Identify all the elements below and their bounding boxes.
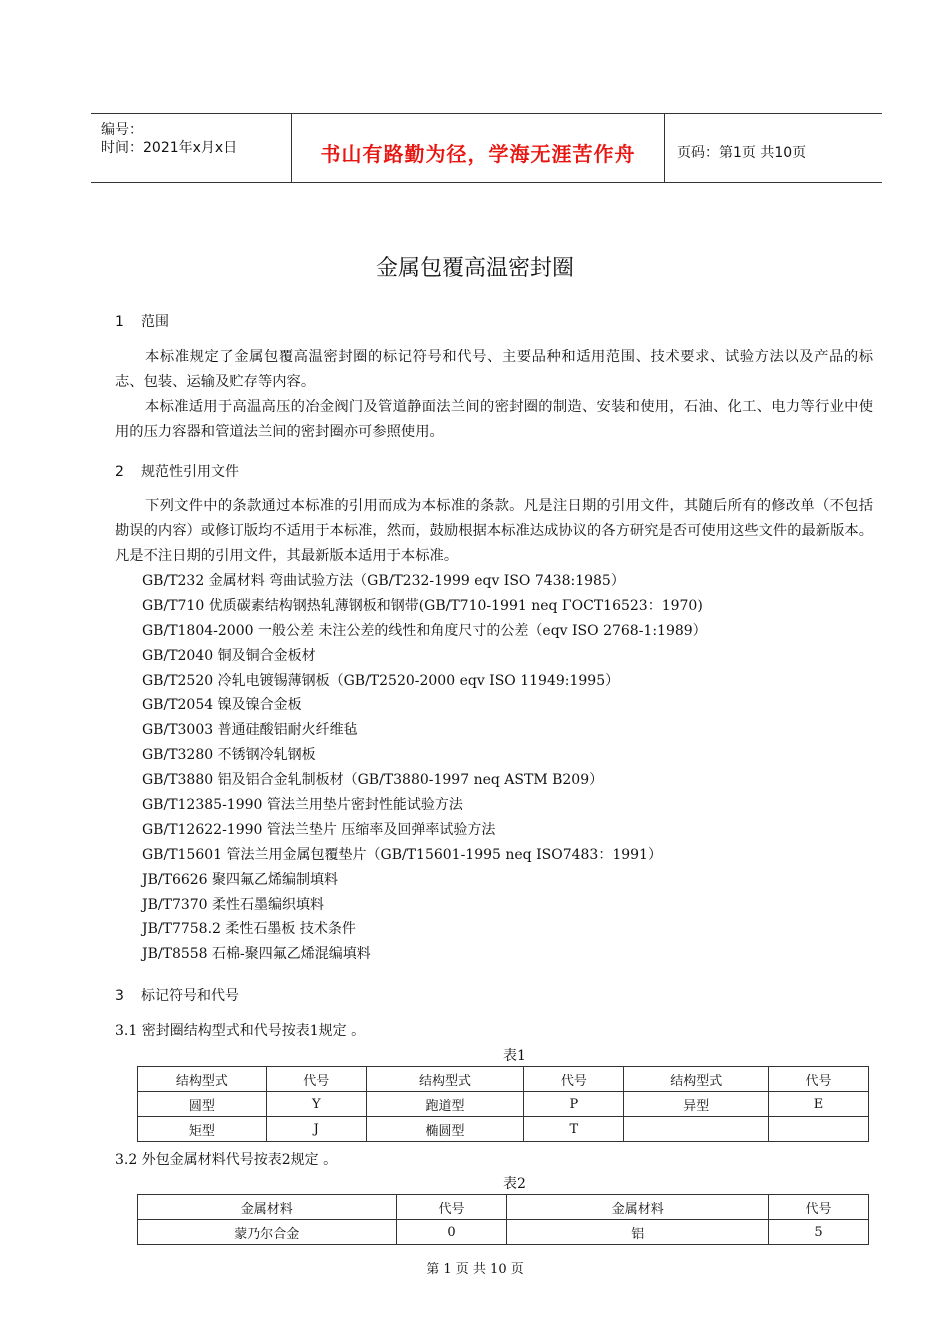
reference-item: JB/T6626 聚四氟乙烯编制填料 (142, 871, 339, 888)
section-title: 范围 (141, 314, 169, 330)
reference-item: GB/T12385-1990 管法兰用垫片密封性能试验方法 (142, 797, 463, 814)
table-cell: 椭圆型 (366, 1117, 524, 1142)
table-cell (769, 1117, 869, 1142)
reference-list (142, 569, 707, 967)
table-header-row (138, 1195, 869, 1220)
motto-text: 书山有路勤为径，学海无涯苦作舟 (320, 142, 636, 166)
table-2 (137, 1194, 869, 1245)
table-header-cell: 代号 (524, 1067, 624, 1092)
table-header-cell: 结构型式 (366, 1067, 524, 1092)
header-meta-cell (91, 114, 292, 182)
table-header-cell: 金属材料 (138, 1195, 397, 1220)
table-cell: 蒙乃尔合金 (138, 1220, 397, 1245)
section-number: 3 (115, 988, 124, 1004)
subsection-3-2: 3.2 外包金属材料代号按表2规定 。 (115, 1152, 338, 1168)
reference-item: JB/T7758.2 柔性石墨板 技术条件 (142, 921, 356, 938)
table-header-cell: 代号 (266, 1067, 366, 1092)
table-header-row (138, 1067, 869, 1092)
table-cell: Y (266, 1092, 366, 1117)
section-2-heading (115, 461, 239, 481)
table-header-cell: 结构型式 (138, 1067, 267, 1092)
reference-item: JB/T7370 柔性石墨编织填料 (142, 896, 325, 913)
subsection-3-1: 3.1 密封圈结构型式和代号按表1规定 。 (115, 1023, 366, 1039)
paragraph-scope-2: 本标准适用于高温高压的冶金阀门及管道静面法兰间的密封圈的制造、安装和使用，石油、化工、电力等行业中使用的压力容器和管道法兰间的密封圈亦可参照使用。 (115, 399, 873, 440)
reference-item: GB/T12622-1990 管法兰垫片 压缩率及回弹率试验方法 (142, 821, 496, 838)
page-info: 页码：第1页 共10页 (677, 145, 807, 161)
table-header-cell: 代号 (769, 1195, 869, 1220)
reference-item: GB/T710 优质碳素结构钢热轧薄钢板和钢带(GB/T710-1991 neq ΓOCT16523：1970) (142, 597, 703, 614)
table-1-caption: 表1 (503, 1048, 526, 1064)
table-header-cell: 金属材料 (507, 1195, 769, 1220)
table-cell: 异型 (624, 1092, 769, 1117)
table-row (138, 1117, 869, 1142)
time-label: 时间：2021年x月x日 (101, 140, 238, 156)
table-header-cell: 结构型式 (624, 1067, 769, 1092)
table-header-cell: 代号 (769, 1067, 869, 1092)
reference-item: GB/T2040 铜及铜合金板材 (142, 647, 316, 664)
section-number: 1 (115, 314, 124, 330)
document-header (91, 113, 882, 183)
section-title: 规范性引用文件 (141, 464, 239, 480)
section-1-heading (115, 311, 169, 331)
reference-item: GB/T232 金属材料 弯曲试验方法（GB/T232-1999 eqv ISO 7438:1985） (142, 573, 625, 589)
reference-item: JB/T8558 石棉-聚四氟乙烯混编填料 (142, 946, 371, 963)
reference-item: GB/T3003 普通硅酸铝耐火纤维毡 (142, 722, 358, 739)
table-cell: E (769, 1092, 869, 1117)
table-cell: P (524, 1092, 624, 1117)
table-2-caption: 表2 (503, 1176, 526, 1192)
reference-item: GB/T3280 不锈钢冷轧钢板 (142, 747, 316, 764)
table-cell: J (266, 1117, 366, 1142)
reference-item: GB/T15601 管法兰用金属包覆垫片（GB/T15601-1995 neq ISO7483：1991） (142, 846, 662, 863)
table-cell: 矩型 (138, 1117, 267, 1142)
table-row (138, 1220, 869, 1245)
reference-item: GB/T1804-2000 一般公差 未注公差的线性和角度尺寸的公差（eqv ISO 2768-1:1989） (142, 622, 707, 639)
reference-item: GB/T2520 冷轧电镀锡薄钢板（GB/T2520-2000 eqv ISO 11949:1995） (142, 672, 620, 689)
table-cell: T (524, 1117, 624, 1142)
reference-item: GB/T2054 镍及镍合金板 (142, 697, 302, 714)
paragraph-scope-1: 本标准规定了金属包覆高温密封圈的标记符号和代号、主要品种和适用范围、技术要求、试验方法以及产品的标志、包装、运输及贮存等内容。 (115, 349, 873, 390)
header-page-cell (665, 114, 882, 182)
section-number: 2 (115, 464, 124, 480)
serial-label: 编号： (101, 122, 143, 138)
table-1 (137, 1066, 869, 1142)
table-cell: 跑道型 (366, 1092, 524, 1117)
document-title: 金属包覆高温密封圈 (375, 256, 574, 281)
table-cell (624, 1117, 769, 1142)
section-3-heading (115, 985, 239, 1005)
reference-item: GB/T3880 铝及铝合金轧制板材（GB/T3880-1997 neq ASTM B209） (142, 772, 604, 789)
table-row (138, 1092, 869, 1117)
header-motto-cell (292, 114, 665, 182)
table-header-cell: 代号 (396, 1195, 507, 1220)
table-cell: 圆型 (138, 1092, 267, 1117)
page-footer: 第 1 页 共 10 页 (426, 1262, 524, 1277)
section-title: 标记符号和代号 (141, 988, 239, 1004)
table-cell: 5 (769, 1220, 869, 1245)
table-cell: 0 (396, 1220, 507, 1245)
paragraph-references-intro: 下列文件中的条款通过本标准的引用而成为本标准的条款。凡是注日期的引用文件，其随后所有的修改单（不包括勘误的内容）或修订版均不适用于本标准，然而，鼓励根据本标准达成协议的各方研究是否可使用这些文件的最新版本。凡是不注日期的引用文件，其最新版本适用于本标准。 (115, 498, 873, 564)
table-cell: 铝 (507, 1220, 769, 1245)
